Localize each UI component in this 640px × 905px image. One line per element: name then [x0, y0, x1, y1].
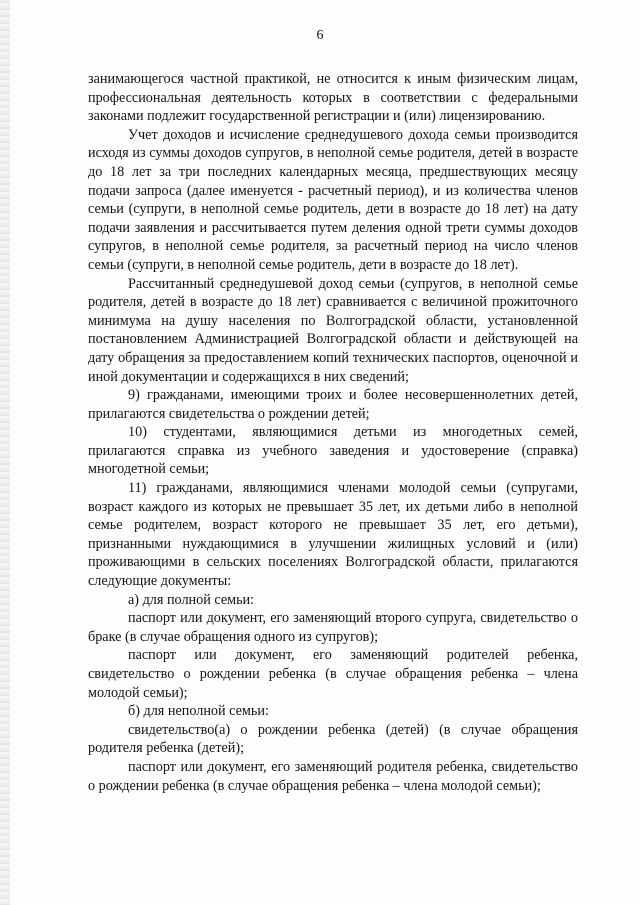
paragraph-full-family-child: паспорт или документ, его заменяющий родителей ребенка, свидетельство о рождении ребенка (в случае обращения ребенка – члена молодой семьи); [88, 647, 578, 701]
paragraph-income-calculation: Учет доходов и исчисление среднедушевого дохода семьи производится исходя из суммы доходов супругов, в неполной семье родителя, детей в возрасте до 18 лет за три последних календарных месяца, предшествующих месяцу подачи запроса (далее именуется - расчетный период), и из количества членов семьи (супруги, в неполной семье родитель, дети в возрасте до 18 лет) на дату подачи заявления и рассчитывается путем деления одной трети суммы доходов супругов, в неполной семье родителя, за расчетный период на число членов семьи (супруги, в неполной семье родитель, дети в возрасте до 18 лет). [88, 126, 578, 273]
subheading-incomplete-family: б) для неполной семьи: [128, 703, 269, 720]
paragraph-full-family-spouse: паспорт или документ, его заменяющий второго супруга, свидетельство о браке (в случае обращения одного из супругов); [88, 610, 578, 645]
list-item-11: 11) гражданами, являющимися членами молодой семьи (супругами, возраст каждого из которых не превышает 35 лет, их детьми либо в неполной семье родителем, возраст которого не превышает 35 лет, его детьми), признанными нуждающимися в улучшении жилищных условий и (или) проживающими в сельских поселениях Волгоградской области, прилагаются следующие документы: [88, 480, 578, 590]
paragraph-incomplete-family-child: паспорт или документ, его заменяющий родителя ребенка, свидетельство о рождении ребенка (в случае обращения ребенка – члена молодой семьи); [88, 758, 578, 794]
subheading-full-family: а) для полной семьи: [128, 591, 255, 608]
page-number: 6 [316, 28, 324, 43]
paragraph-income-comparison: Рассчитанный среднедушевой доход семьи (супругов, в неполной семье родителя, детей в возрасте до 18 лет) сравнивается с величиной прожиточного минимума на душу населения по Волгоградской области, установленной постановлением Администрацией Волгоградской области и действующей на дату обращения за предоставлением копий технических паспортов, оценочной и иной документации и содержащихся в них сведений; [88, 275, 578, 385]
document-body [88, 70, 578, 795]
paragraph-continuation: занимающегося частной практикой, не относится к иным физическим лицам, профессиональная деятельность которых в соответствии с федеральными законами подлежит государственной регистрации и (или) лицензированию. [88, 71, 578, 125]
list-item-9: 9) гражданами, имеющими троих и более несовершеннолетних детей, прилагаются свидетельства о рождении детей; [88, 387, 578, 422]
scan-edge [0, 0, 10, 905]
paragraph-incomplete-family-birth: свидетельство(а) о рождении ребенка (детей) (в случае обращения родителя ребенка (детей); [88, 721, 578, 757]
list-item-10: 10) студентами, являющимися детьми из многодетных семей, прилагаются справка из учебного заведения и удостоверение (справка) многодетной семьи; [88, 424, 578, 478]
